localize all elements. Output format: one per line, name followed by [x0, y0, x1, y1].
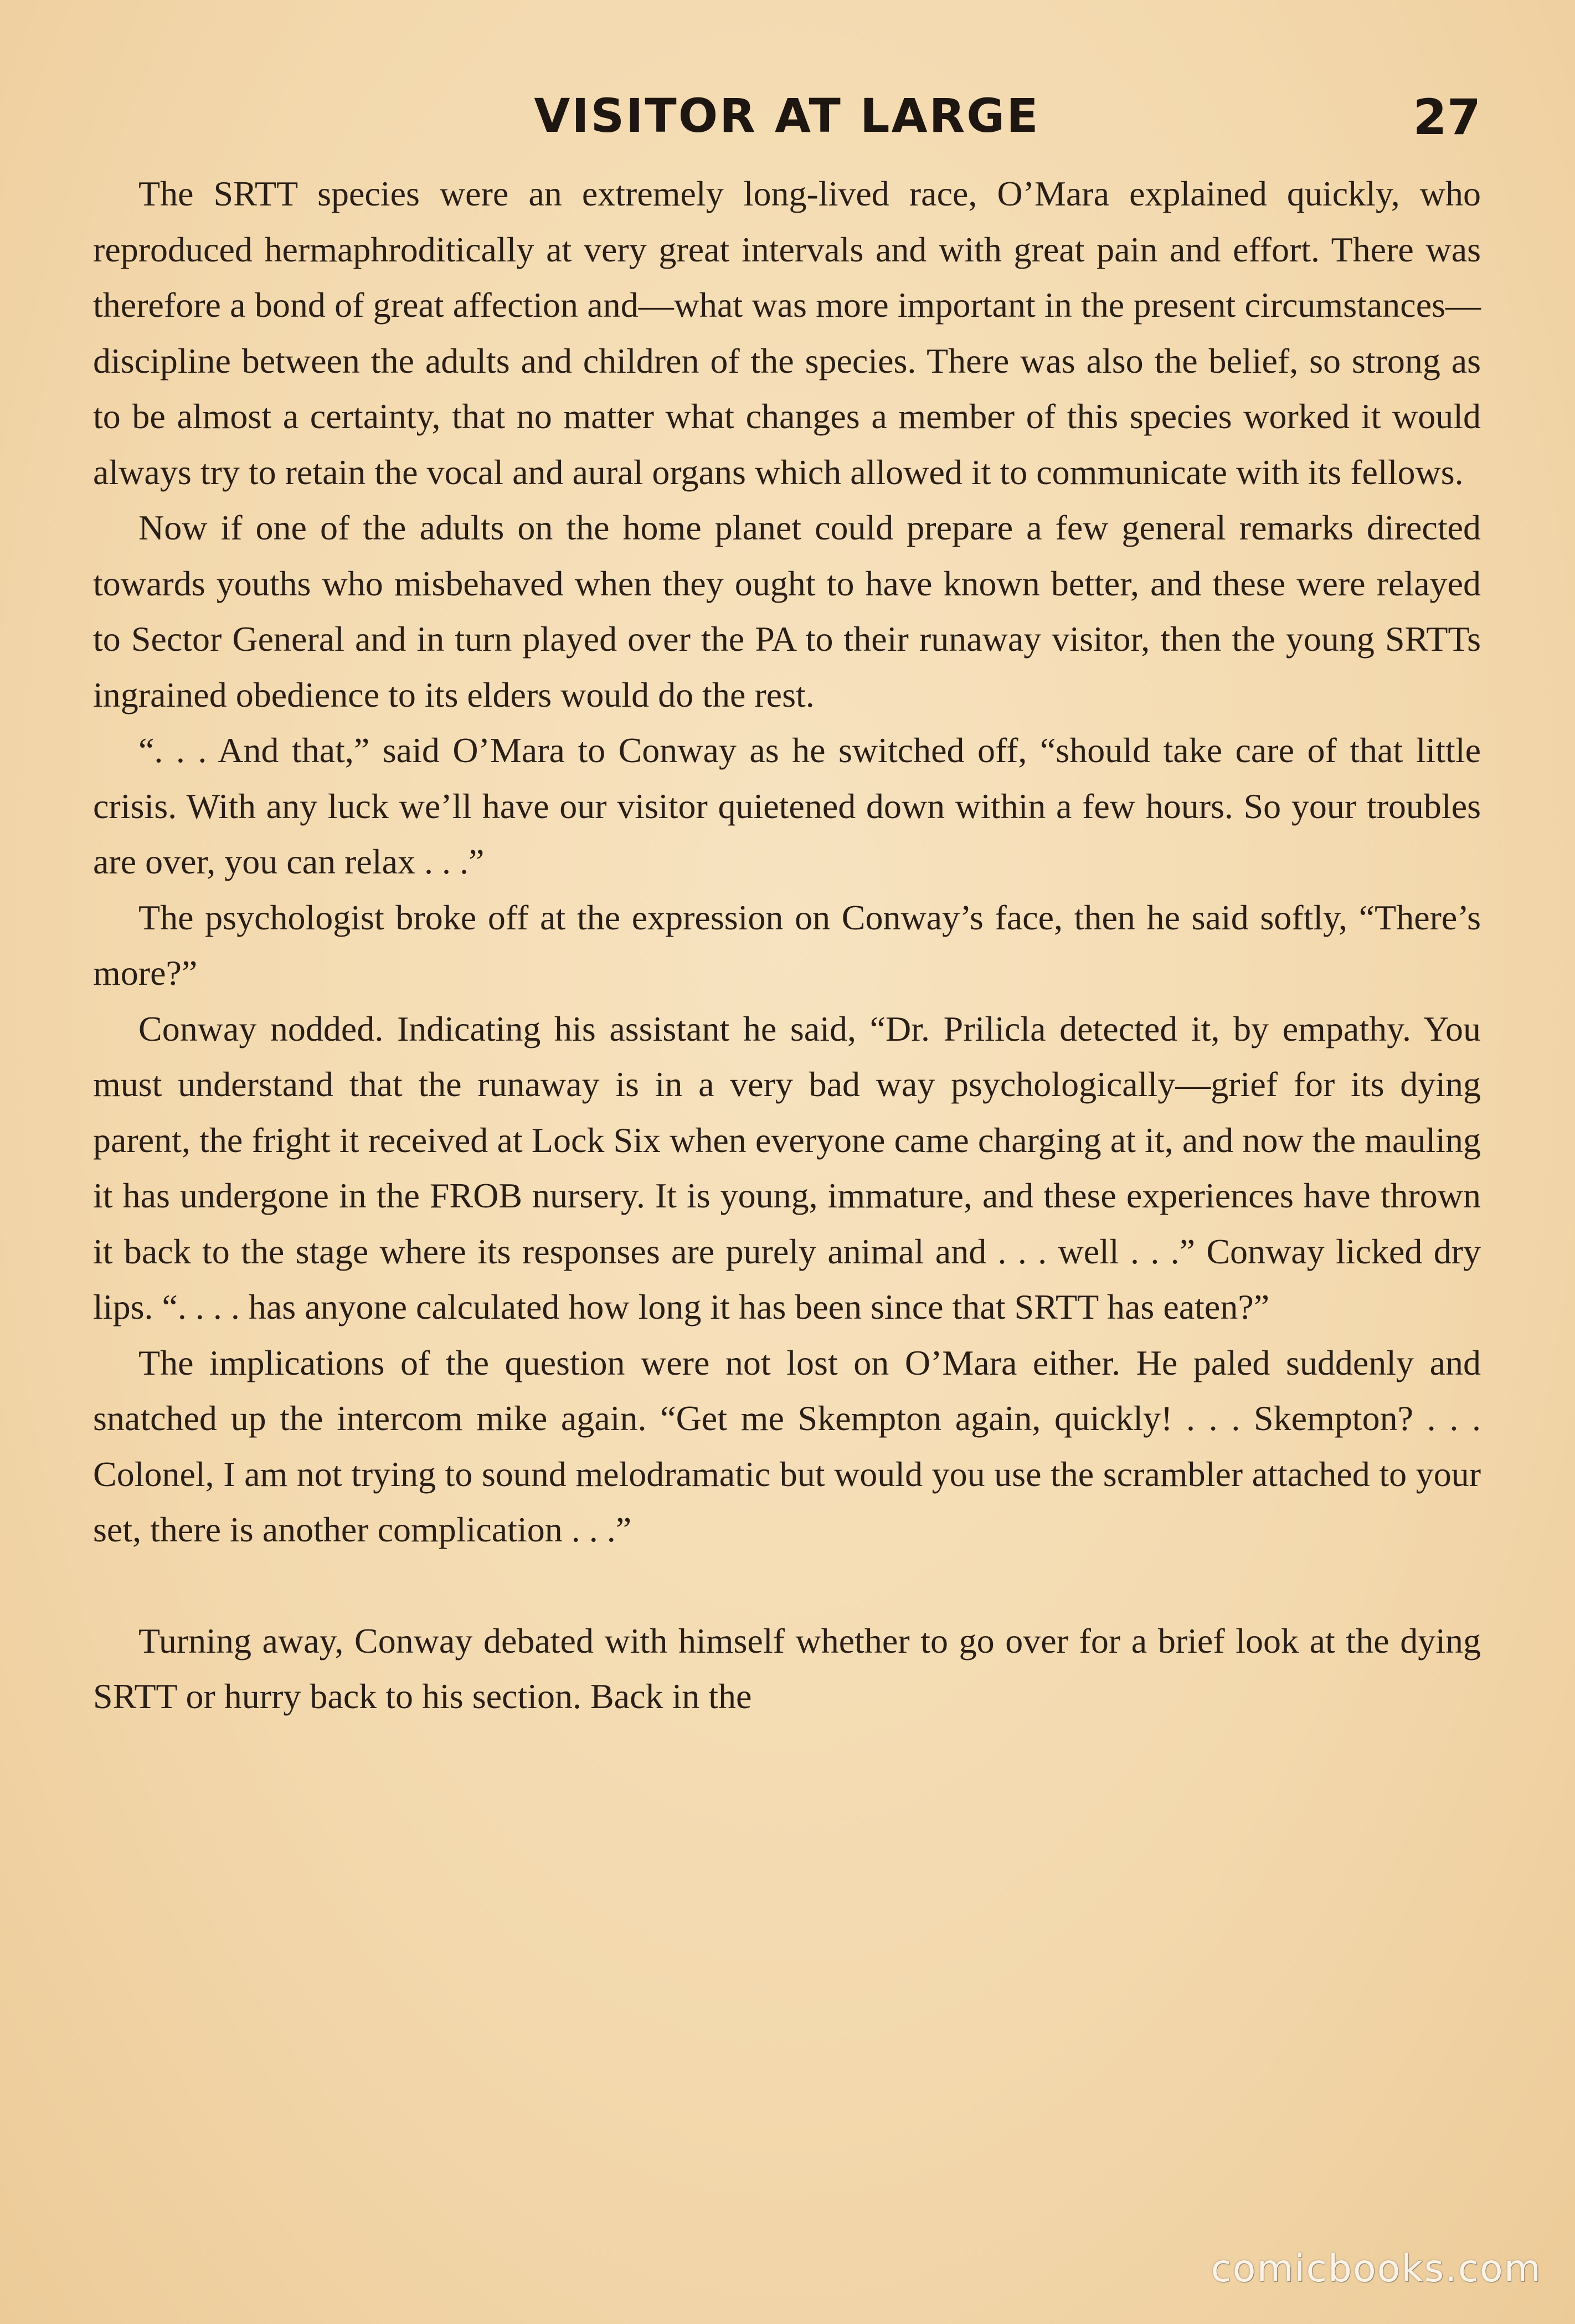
running-title: VISITOR AT LARGE — [534, 89, 1040, 143]
paragraph: Conway nodded. Indicating his assistant he said, “Dr. Prilicla detected it, by empathy. You must understand that the runaway is in a very bad way psychologically—grief for its dying parent, the fright it received at Lock Six when everyone came charging at it, and now the mauling it has undergone in the FROB nursery. It is young, immature, and these experiences have thrown it back to the stage where its responses are purely animal and . . . well . . .” Conway licked dry lips. “. . . . has anyone calculated how long it has been since that SRTT has eaten?” — [93, 1009, 1481, 1326]
paragraph: The psychologist broke off at the expression on Conway’s face, then he said softly, “There’s more?” — [93, 897, 1481, 993]
paragraph: Now if one of the adults on the home planet could prepare a few general remarks directed towards youths who misbehaved when they ought to have known better, and these were relayed to Sector General and in turn played over the PA to their runaway visitor, then the young SRTTs ingrained obedience to its elders would do the rest. — [93, 508, 1481, 714]
paragraph: The SRTT species were an extremely long-lived race, O’Mara explained quickly, who reproduced hermaphroditically at very great intervals and with great pain and effort. There was therefore a bond of great affection and—what was more important in the present circumstances—discipline between the adults and children of the species. There was also the belief, so strong as to be almost a certainty, that no matter what changes a member of this species worked it would always try to retain the vocal and aural organs which allowed it to communicate with its fellows. — [93, 174, 1481, 492]
page-number: 27 — [1413, 89, 1481, 146]
page-header — [93, 89, 1481, 150]
paragraph: Turning away, Conway debated with himself whether to go over for a brief look at the dying SRTT or hurry back to his section. Back in the — [93, 1621, 1481, 1716]
body-text — [93, 166, 1481, 1725]
paragraph: The implications of the question were not lost on O’Mara either. He paled suddenly and snatched up the intercom mike again. “Get me Skempton again, quickly! . . . Skempton? . . . Colonel, I am not trying to sound melodramatic but would you use the scrambler attached to your set, there is another complication . . .” — [93, 1343, 1481, 1549]
paragraph: “. . . And that,” said O’Mara to Conway as he switched off, “should take care of that little crisis. With any luck we’ll have our visitor quietened down within a few hours. So your troubles are over, you can relax . . .” — [93, 731, 1481, 881]
watermark: comicbooks.com — [1211, 2247, 1542, 2291]
